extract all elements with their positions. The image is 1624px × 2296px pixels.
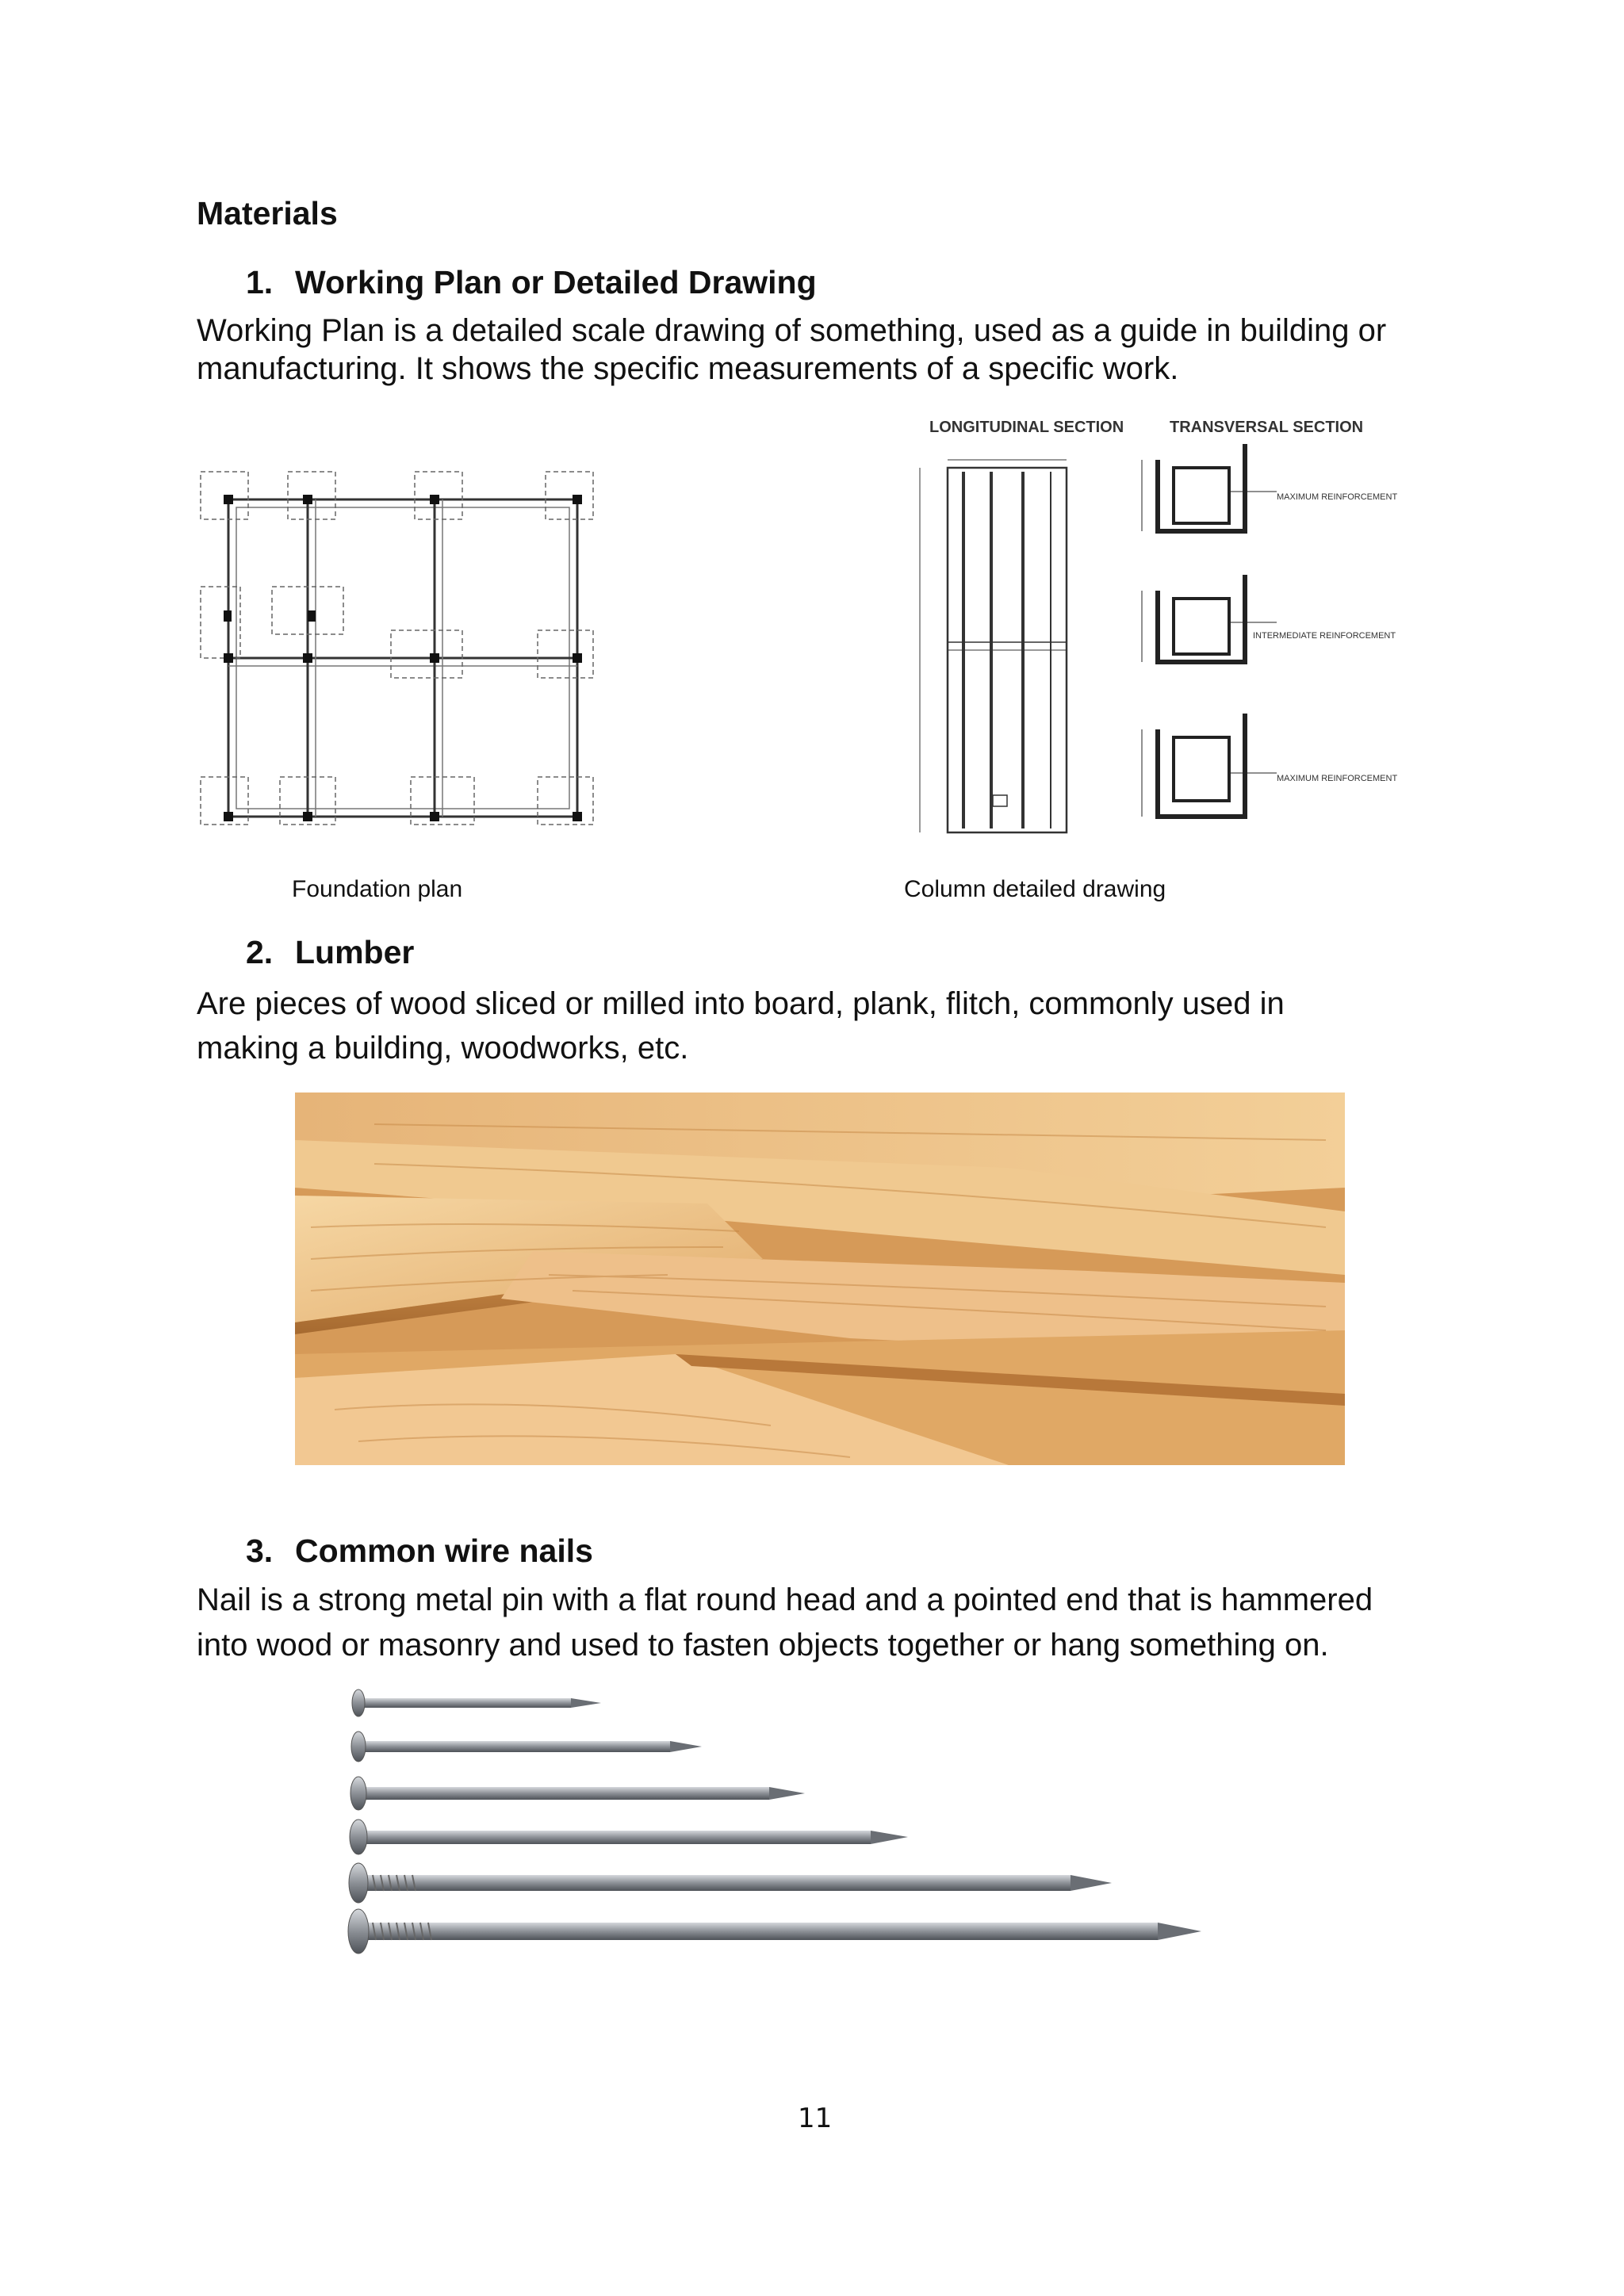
- transversal-section-label: TRANSVERSAL SECTION: [1170, 419, 1364, 436]
- item-3-line-2: into wood or masonry and used to fasten objects together or hang something on.: [197, 1628, 1329, 1663]
- nail-4: [350, 1820, 908, 1854]
- column-detailed-drawing: [904, 412, 1398, 844]
- nail-2: [351, 1732, 702, 1762]
- item-2-line-1: Are pieces of wood sliced or milled into board, plank, flitch, commonly used in: [197, 986, 1285, 1021]
- item-1-line-1: Working Plan is a detailed scale drawing of something, used as a guide in building or: [197, 313, 1387, 348]
- item-2-number: 2.: [246, 934, 274, 970]
- column-drawing-caption: Column detailed drawing: [904, 876, 1166, 902]
- nail-3: [350, 1777, 805, 1810]
- foundation-plan-drawing: [197, 468, 609, 840]
- item-3-paragraph: [197, 1578, 1373, 1668]
- item-1-paragraph: [197, 312, 1386, 388]
- page-number: 11: [798, 2103, 833, 2134]
- item-1-title: Working Plan or Detailed Drawing: [295, 264, 817, 300]
- section-title: Materials: [197, 195, 338, 232]
- longitudinal-section-label: LONGITUDINAL SECTION: [929, 419, 1124, 436]
- item-2-line-2: making a building, woodworks, etc.: [197, 1031, 689, 1066]
- lumber-photo: [295, 1093, 1345, 1465]
- item-1-line-2: manufacturing. It shows the specific measurements of a specific work.: [197, 351, 1179, 386]
- intermediate-label: INTERMEDIATE REINFORCEMENT: [1253, 631, 1396, 641]
- item-2-heading: [246, 934, 414, 971]
- item-3-number: 3.: [246, 1533, 274, 1569]
- item-1-number: 1.: [246, 264, 274, 300]
- item-2-title: Lumber: [295, 934, 415, 970]
- item-2-paragraph: [197, 982, 1285, 1070]
- nails-photo: [349, 1685, 1205, 1986]
- nail-6: [348, 1909, 1201, 1954]
- item-1-heading: [246, 264, 817, 301]
- nail-5: [349, 1863, 1112, 1903]
- item-3-title: Common wire nails: [295, 1533, 593, 1569]
- item-3-heading: [246, 1533, 593, 1570]
- nail-1: [352, 1689, 601, 1716]
- item-3-line-1: Nail is a strong metal pin with a flat round head and a pointed end that is hammered: [197, 1582, 1373, 1617]
- max-bottom-label: MAXIMUM REINFORCEMENT: [1277, 774, 1398, 783]
- foundation-plan-caption: Foundation plan: [292, 876, 463, 902]
- max-top-label: MAXIMUM REINFORCEMENT: [1277, 492, 1398, 502]
